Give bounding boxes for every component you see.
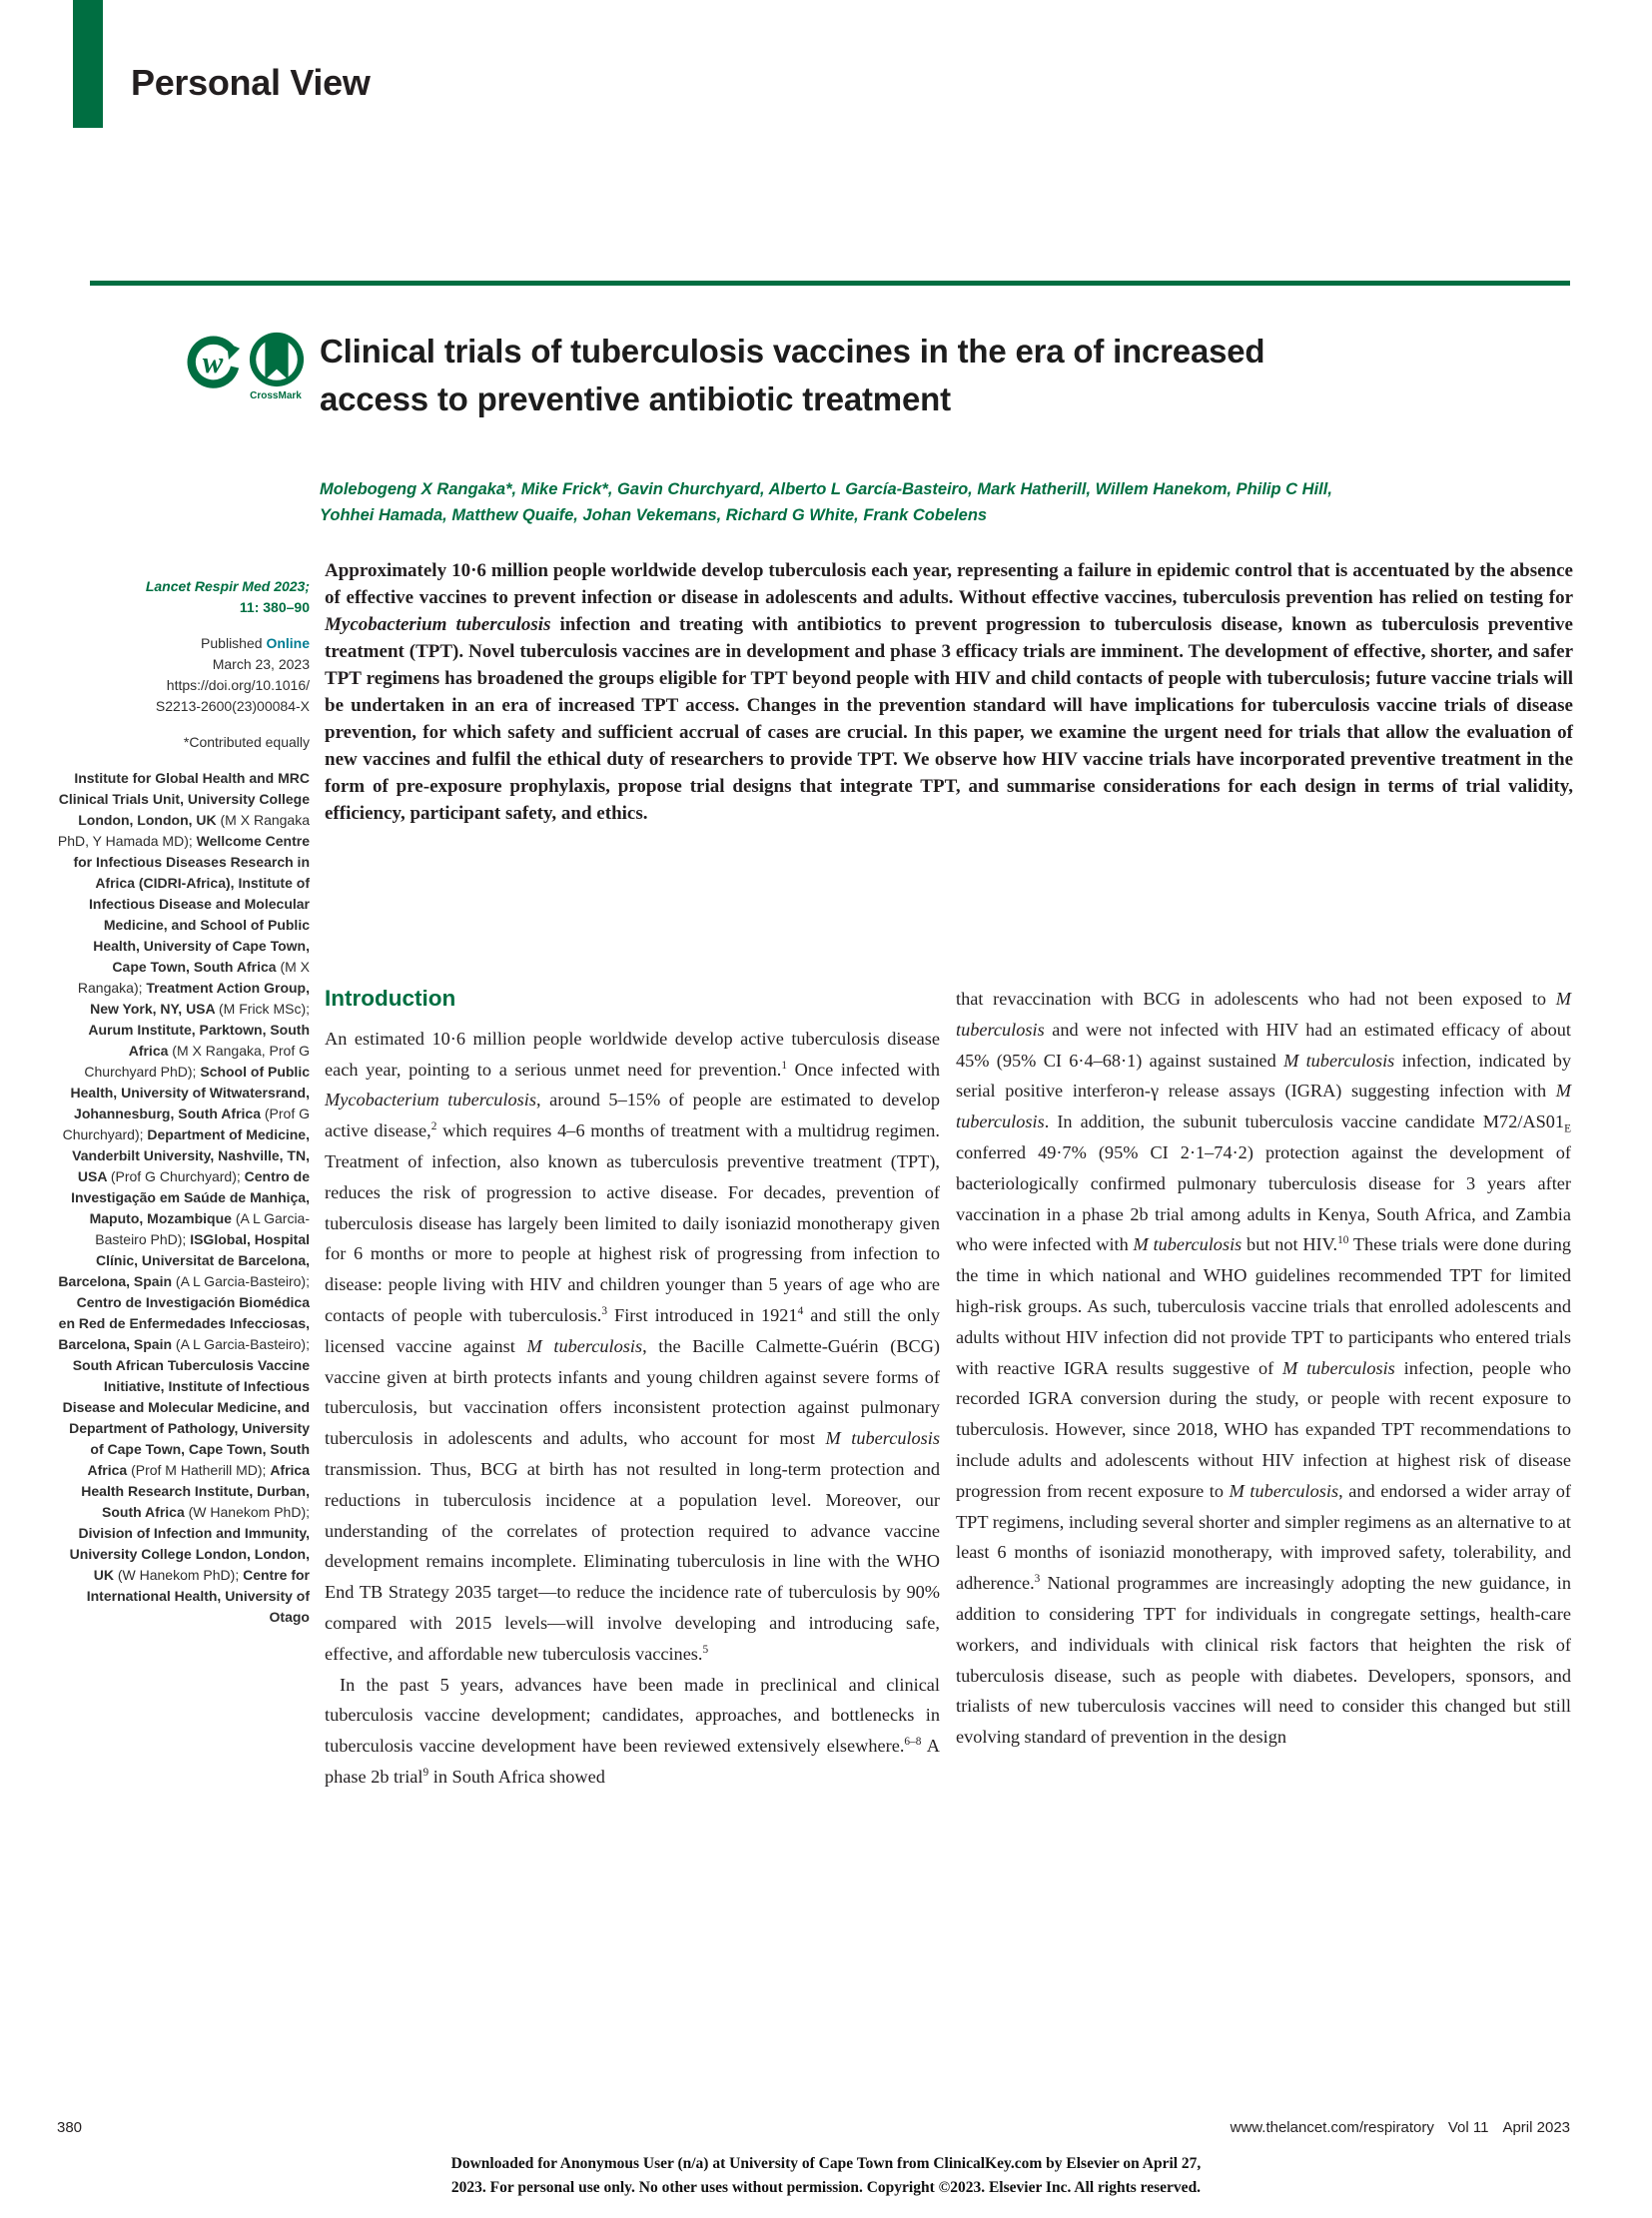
- citation: [57, 576, 310, 618]
- download-notice-line1: Downloaded for Anonymous User (n/a) at University of Cape Town from ClinicalKey.com by Elsevier on April 27,: [450, 2155, 1202, 2172]
- article-logos: [186, 331, 326, 406]
- intro-paragraph-2: In the past 5 years, advances have been made in preclinical and clinical tuberculosis vaccine development; candidates, approaches, and bottlenecks in tuberculosis vaccine development have been reviewed extensively elsewhere.$^{6-8}$ A phase 2b trial$^9$ in South Africa showed: [325, 1674, 940, 1787]
- doi-link-line2[interactable]: S2213-2600(23)00084-X: [155, 698, 310, 714]
- lancet-green-corner-bar: [73, 0, 103, 128]
- article-title: Clinical trials of tuberculosis vaccines in the era of increased access to preventive antibiotic treatment: [320, 333, 1265, 417]
- author-list: Molebogeng X Rangaka*, Mike Frick*, Gavin Churchyard, Alberto L García-Basteiro, Mark Hatherill, Willem Hanekom, Philip C Hill, Yohhei Hamada, Matthew Quaife, Johan Vekemans, Richard G White, Frank Cobelens: [320, 480, 1332, 524]
- header-rule: [90, 281, 1570, 286]
- contributed-equally-note: *Contributed equally: [183, 734, 310, 750]
- journal-volume: Vol 11: [1447, 2119, 1489, 2136]
- journal-date: April 2023: [1502, 2119, 1570, 2136]
- abstract: Approximately 10·6 million people worldwide develop tuberculosis each year, representing a failure in epidemic control that is accentuated by the absence of effective vaccines to prevent infection or disease in adolescents and adults. Without effective vaccines, tuberculosis prevention has relied on testing for Mycobacterium tuberculosis infection and treating with antibiotics to prevent progression to tuberculosis disease, known as tuberculosis preventive treatment (TPT). Novel tuberculosis vaccines are in development and phase 3 efficacy trials are imminent. The development of effective, shorter, and safer TPT regimens has broadened the groups eligible for TPT beyond people with HIV and child contacts of people with tuberculosis; future vaccine trials will be undertaken in an era of increased TPT access. Changes in the prevention standard will have implications for tuberculosis vaccine trials of disease prevention, for which safety and sufficient accrual of cases are crucial. In this paper, we examine the urgent need for trials that allow the evaluation of new vaccines and fulfil the ethical duty of researchers to provide TPT. We observe how HIV vaccine trials have incorporated preventive treatment in the form of pre-exposure prophylaxis, propose trial designs that integrate TPT, and summarise considerations for each design in terms of trial validity, efficiency, participant safety, and ethics.: [325, 560, 1573, 824]
- published-online-block: [57, 633, 310, 717]
- citation-pages: 11: 380–90: [239, 599, 310, 615]
- intro-paragraph-2-continued: that revaccination with BCG in adolescents who had not been exposed to M tuberculosis and were not infected with HIV had an estimated efficacy of about 45% (95% CI 6·4–68·1) against sustained M tuberculosis infection, indicated by serial positive interferon-γ release assays (IGRA) suggesting infection with M tuberculosis. In addition, the subunit tuberculosis vaccine candidate $M72/AS01_E$ conferred 49·7% (95% CI 2·1–74·2) protection against the development of bacteriologically confirmed pulmonary tuberculosis disease for 3 years after vaccination in a phase 2b trial among adults in Kenya, South Africa, and Zambia who were infected with M tuberculosis but not HIV.$^{10}$ These trials were done during the time in which national and WHO guidelines recommended TPT for limited high-risk groups. As such, tuberculosis vaccine trials that enrolled adolescents and adults without HIV infection did not provide TPT to participants who entered trials with reactive IGRA results suggestive of M tuberculosis infection, people who recorded IGRA conversion during the study, or people with recent exposure to tuberculosis. However, since 2018, WHO has expanded TPT recommendations to include adults and adolescents without HIV infection at highest risk of disease progression from recent exposure to M tuberculosis, and endorsed a wider array of TPT regimens, including several shorter and simpler regimens as an alternative to at least 6 months of isoniazid monotherapy, with improved safety, tolerability, and adherence.$^3$ National programmes are increasingly adopting the new guidance, in addition to considering TPT for individuals in congregate settings, health-care workers, and individuals with clinical risk factors that heighten the risk of tuberculosis disease, such as people with diabetes. Developers, sponsors, and trialists of new tuberculosis vaccines will need to consider this changed but still evolving standard of prevention in the design: [956, 989, 1571, 1748]
- introduction-heading: Introduction: [325, 986, 456, 1011]
- body-column-1: [325, 984, 940, 1793]
- lancet-w-circle-arrow-icon: [186, 334, 242, 389]
- journal-url-link[interactable]: www.thelancet.com/respiratory: [1230, 2119, 1434, 2136]
- body-column-2: [956, 984, 1571, 1753]
- affiliations: Institute for Global Health and MRC Clinical Trials Unit, University College London, London, UK (M X Rangaka PhD, Y Hamada MD); Wellcome Centre for Infectious Diseases Research in Africa (CIDRI-Africa), Institute of Infectious Disease and Molecular Medicine, and School of Public Health, University of Cape Town, Cape Town, South Africa (M X Rangaka); Treatment Action Group, New York, NY, USA (M Frick MSc); Aurum Institute, Parktown, South Africa (M X Rangaka, Prof G Churchyard PhD); School of Public Health, University of Witwatersrand, Johannesburg, South Africa (Prof G Churchyard); Department of Medicine, Vanderbilt University, Nashville, TN, USA (Prof G Churchyard); Centro de Investigação em Saúde de Manhiça, Maputo, Mozambique (A L Garcia-Basteiro PhD); ISGlobal, Hospital Clínic, Universitat de Barcelona, Barcelona, Spain (A L Garcia-Basteiro); Centro de Investigación Biomédica en Red de Enfermedades Infecciosas, Barcelona, Spain (A L Garcia-Basteiro); South African Tuberculosis Vaccine Initiative, Institute of Infectious Disease and Molecular Medicine, and Department of Pathology, University of Cape Town, Cape Town, South Africa (Prof M Hatherill MD); Africa Health Research Institute, Durban, South Africa (W Hanekom PhD); Division of Infection and Immunity, University College London, London, UK (W Hanekom PhD); Centre for International Health, University of Otago: [57, 770, 310, 1625]
- crossmark-label: CrossMark: [250, 390, 302, 401]
- page-number: 380: [57, 2119, 83, 2136]
- margin-column: [57, 576, 310, 1643]
- download-notice: [0, 2152, 1652, 2200]
- journal-footer-line: [1231, 2119, 1570, 2136]
- doi-link-line1[interactable]: https://doi.org/10.1016/: [166, 677, 310, 693]
- published-prefix: Published: [201, 635, 267, 651]
- intro-paragraph-1: An estimated 10·6 million people worldwide develop active tuberculosis disease each year, pointing to a serious unmet need for prevention.$^1$ Once infected with Mycobacterium tuberculosis, around 5–15% of people are estimated to develop active disease,$^2$ which requires 4–6 months of treatment with a multidrug regimen. Treatment of infection, also known as tuberculosis preventive treatment (TPT), reduces the risk of progression to active disease. For decades, prevention of tuberculosis disease has largely been limited to daily isoniazid monotherapy given for 6 months or more to people at highest risk of progressing from infection to disease: people living with HIV and children younger than 5 years of age who are contacts of people with tuberculosis.$^3$ First introduced in 1921$^4$ and still the only licensed vaccine against M tuberculosis, the Bacille Calmette-Guérin (BCG) vaccine given at birth protects infants and young children against severe forms of tuberculosis, but vaccination offers inconsistent protection against pulmonary tuberculosis in adolescents and adults, who account for most M tuberculosis transmission. Thus, BCG at birth has not resulted in long-term protection and reductions in tuberculosis incidence at a population level. Moreover, our understanding of the correlates of protection required to advance vaccine development remains incomplete. Eliminating tuberculosis in line with the WHO End TB Strategy 2035 target—to reduce the incidence rate of tuberculosis by 90% compared with 2015 levels—will involve developing and introducing safe, effective, and affordable new tuberculosis vaccines.$^5$: [325, 1028, 940, 1664]
- published-date: March 23, 2023: [212, 656, 310, 672]
- crossmark-icon[interactable]: [248, 331, 306, 388]
- published-online-link[interactable]: Online: [266, 635, 310, 651]
- citation-journal: Lancet Respir Med 2023;: [145, 578, 310, 594]
- svg-text:w: w: [202, 346, 224, 380]
- download-notice-line2: 2023. For personal use only. No other uses without permission. Copyright ©2023. Elsevier Inc. All rights reserved.: [450, 2179, 1202, 2196]
- section-label: Personal View: [131, 62, 371, 103]
